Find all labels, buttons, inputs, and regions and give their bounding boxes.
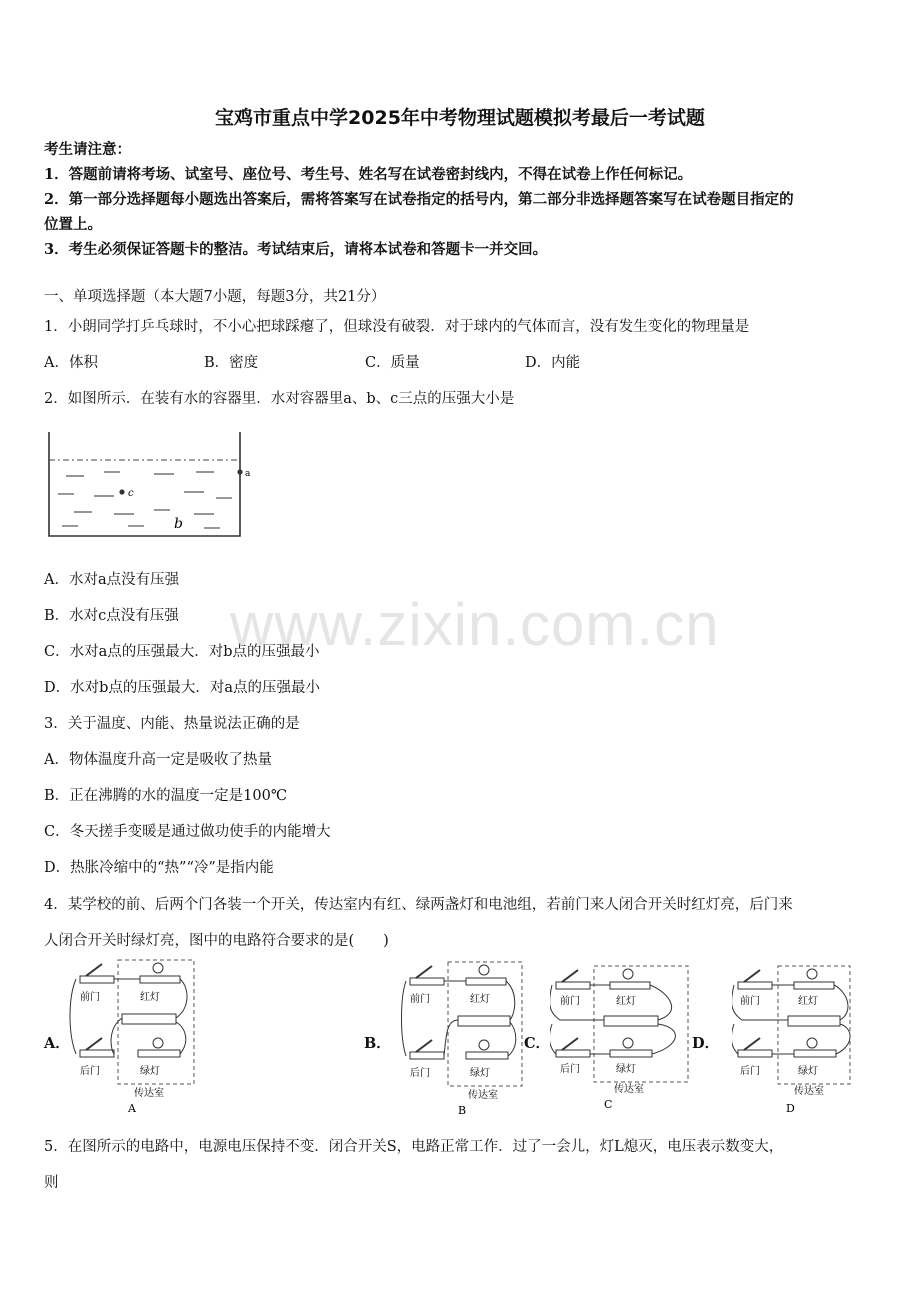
point-a-label: a: [245, 469, 251, 479]
notice-heading: 考生请注意：: [44, 141, 131, 158]
green-light-label: 绿灯: [140, 1066, 160, 1077]
q4-option-c: C．: [524, 1035, 551, 1052]
green-light-label: 绿灯: [616, 1064, 636, 1075]
q1-option-d: D．内能: [525, 355, 581, 371]
room-label: 传达室: [468, 1090, 498, 1101]
red-light-label: 红灯: [616, 996, 636, 1007]
room-label: 传达室: [614, 1084, 644, 1095]
back-door-label: 后门: [560, 1064, 580, 1075]
back-door-label: 后门: [740, 1066, 760, 1077]
figure-caption: B: [458, 1104, 467, 1117]
notice-item: 2．第一部分选择题每小题选出答案后，需将答案写在试卷指定的括号内，第二部分非选择题答案写在试卷题目指定的: [44, 191, 794, 208]
watermark: www.zixin.com.cn: [230, 591, 720, 658]
red-light-label: 红灯: [798, 996, 818, 1007]
front-door-label: 前门: [560, 996, 580, 1007]
front-door-label: 前门: [80, 992, 100, 1003]
figure-caption: C: [604, 1098, 613, 1111]
question-4-stem: 4．某学校的前、后两个门各装一个开关，传达室内有红、绿两盏灯和电池组，若前门来人闭合开关时红灯亮，后门来: [44, 897, 793, 913]
red-light-label: 红灯: [140, 992, 160, 1003]
page-title: 宝鸡市重点中学2025年中考物理试题模拟考最后一考试题: [215, 107, 705, 129]
circuit-figure-d: [732, 962, 862, 1118]
q2-option-b: B．水对c点没有压强: [44, 608, 179, 624]
question-4-stem-cont: 人闭合开关时绿灯亮，图中的电路符合要求的是( ): [44, 933, 389, 949]
front-door-label: 前门: [740, 996, 760, 1007]
q3-option-c: C．冬天搓手变暖是通过做功使手的内能增大: [44, 824, 331, 840]
q2-option-a: A．水对a点没有压强: [44, 572, 180, 588]
section-heading: 一、单项选择题（本大题7小题，每题3分，共21分）: [44, 289, 386, 305]
q2-option-d: D．水对b点的压强最大．对a点的压强最小: [44, 680, 321, 696]
red-light-label: 红灯: [470, 994, 490, 1005]
q1-option-a: A．体积: [44, 355, 98, 371]
q4-option-b: B．: [364, 1035, 391, 1052]
question-1-stem: 1．小朗同学打乒乓球时，不小心把球踩瘪了，但球没有破裂．对于球内的气体而言，没有发生变化的物理量是: [44, 319, 750, 335]
q3-option-a: A．物体温度升高一定是吸收了热量: [44, 752, 272, 768]
circuit-figure-b: [400, 958, 532, 1118]
back-door-label: 后门: [80, 1066, 100, 1077]
back-door-label: 后门: [410, 1068, 430, 1079]
green-light-label: 绿灯: [470, 1068, 490, 1079]
notice-item: 1．答题前请将考场、试室号、座位号、考生号、姓名写在试卷密封线内，不得在试卷上作任何标记。: [44, 166, 693, 183]
room-label: 传达室: [794, 1086, 824, 1097]
figure-caption: A: [128, 1102, 136, 1115]
circuit-figure-c: [550, 962, 690, 1114]
room-label: 传达室: [134, 1088, 164, 1099]
q3-option-d: D．热胀冷缩中的“热”“冷”是指内能: [44, 860, 274, 876]
circuit-figure-a: [66, 958, 198, 1118]
question-5-stem: 5．在图所示的电路中，电源电压保持不变．闭合开关S，电路正常工作．过了一会儿，灯L熄灭，电压表示数变大，: [44, 1139, 784, 1155]
q3-option-b: B．正在沸腾的水的温度一定是100℃: [44, 788, 288, 804]
water-container-figure: [44, 428, 264, 544]
point-c-label: c: [128, 488, 134, 499]
figure-caption: D: [786, 1102, 795, 1115]
notice-item: 位置上。: [44, 216, 102, 233]
front-door-label: 前门: [410, 994, 430, 1005]
notice-item: 3．考生必须保证答题卡的整洁。考试结束后，请将本试卷和答题卡一并交回。: [44, 241, 548, 258]
q1-option-b: B．密度: [204, 355, 259, 371]
q1-option-c: C．质量: [365, 355, 420, 371]
q4-option-a: A．: [44, 1035, 70, 1052]
q2-option-c: C．水对a点的压强最大．对b点的压强最小: [44, 644, 320, 660]
q4-option-d: D．: [692, 1035, 720, 1052]
green-light-label: 绿灯: [798, 1066, 818, 1077]
point-b-label: b: [174, 516, 183, 532]
question-3-stem: 3．关于温度、内能、热量说法正确的是: [44, 716, 300, 732]
question-2-stem: 2．如图所示．在装有水的容器里．水对容器里a、b、c三点的压强大小是: [44, 391, 515, 407]
question-5-stem-cont: 则: [44, 1175, 59, 1191]
